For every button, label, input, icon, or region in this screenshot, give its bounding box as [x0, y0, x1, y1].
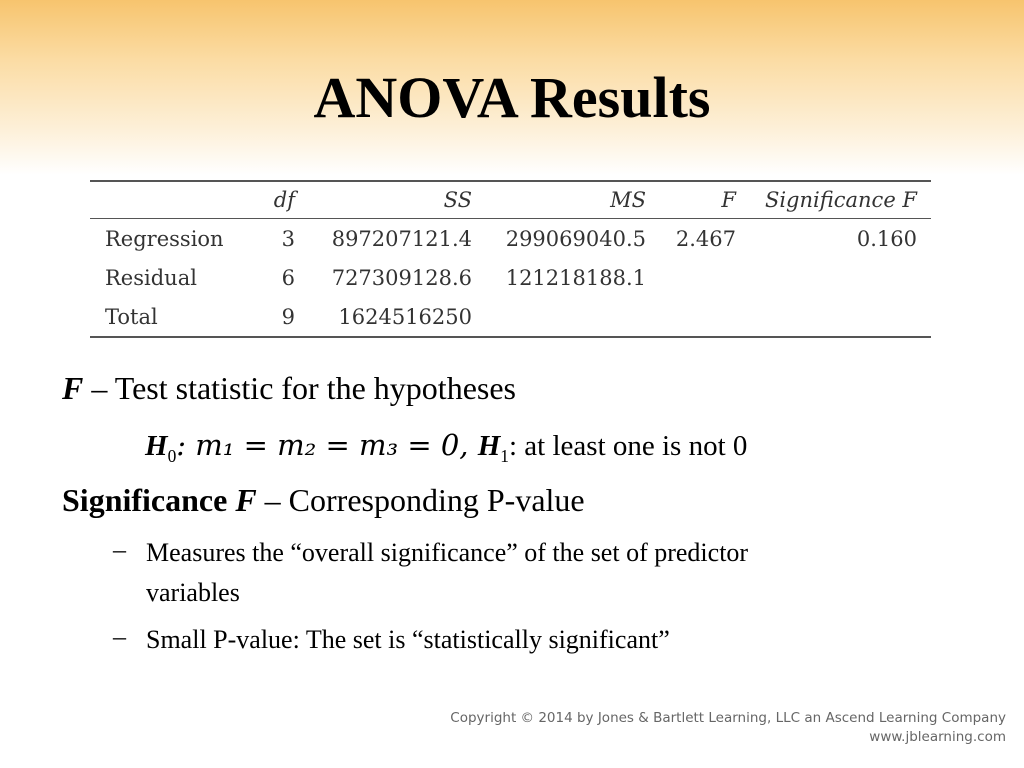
row-label: Total: [90, 297, 255, 337]
cell-ss: 1624516250: [295, 297, 472, 337]
header-df: df: [255, 181, 295, 219]
table-row: [90, 219, 931, 259]
cell-significance-f: 0.160: [856, 226, 917, 251]
cell-f: [646, 297, 736, 337]
table-header-row: [90, 181, 931, 219]
copyright-text: Copyright © 2014 by Jones & Bartlett Learning, LLC an Ascend Learning Company: [450, 710, 1006, 726]
cell-df: 6: [281, 265, 295, 290]
h0-expression: : m₁ = m₂ = m₃ = 0,: [176, 428, 478, 462]
dash-bullet: –: [113, 535, 126, 564]
table-row: [90, 258, 931, 297]
cell-ms: [472, 297, 646, 337]
row-label: Regression: [105, 226, 224, 251]
cell-ms: 299069040.5: [505, 226, 646, 251]
row-label: Residual: [105, 265, 197, 290]
header-significance-f: Significance F: [736, 181, 931, 219]
anova-table: [90, 180, 931, 338]
cell-df: 3: [281, 226, 295, 251]
cell-ss: 897207121.4: [331, 226, 472, 251]
h0-symbol: H: [145, 430, 168, 462]
header-ss: SS: [295, 181, 472, 219]
header-ms: MS: [472, 181, 646, 219]
bullet-significance-f: [62, 482, 585, 519]
f-description: – Test statistic for the hypotheses: [83, 370, 516, 406]
footer: [450, 709, 1006, 747]
h1-subscript: 1: [500, 445, 509, 466]
table-row: [90, 297, 931, 337]
sub-bullet-overall-line2: variables: [146, 578, 240, 607]
header-f: F: [646, 181, 736, 219]
h0-subscript: 0: [167, 445, 177, 466]
bullet-f-statistic: [62, 370, 516, 407]
cell-ss: 727309128.6: [331, 265, 472, 290]
sub-bullet-small-pvalue: Small P-value: The set is “statistically significant”: [146, 625, 670, 654]
cell-significance-f: [736, 297, 931, 337]
h1-text: : at least one is not 0: [509, 430, 748, 462]
f-symbol: F: [62, 370, 84, 406]
dash-bullet: –: [113, 622, 126, 651]
cell-significance-f: [736, 258, 931, 297]
hypotheses-line: [145, 428, 747, 467]
slide-title: ANOVA Results: [313, 65, 711, 130]
cell-f: [646, 258, 736, 297]
significance-label: Significance: [62, 482, 236, 518]
cell-f: 2.467: [675, 226, 736, 251]
significance-description: – Corresponding P-value: [256, 482, 585, 518]
sub-bullet-overall-line1: Measures the “overall significance” of the set of predictor: [146, 538, 749, 567]
cell-df: 9: [255, 297, 295, 337]
website-url: www.jblearning.com: [869, 729, 1006, 745]
cell-ms: 121218188.1: [505, 265, 646, 290]
significance-f-symbol: F: [235, 482, 257, 518]
h1-symbol: H: [477, 430, 501, 462]
header-label: [90, 181, 255, 219]
